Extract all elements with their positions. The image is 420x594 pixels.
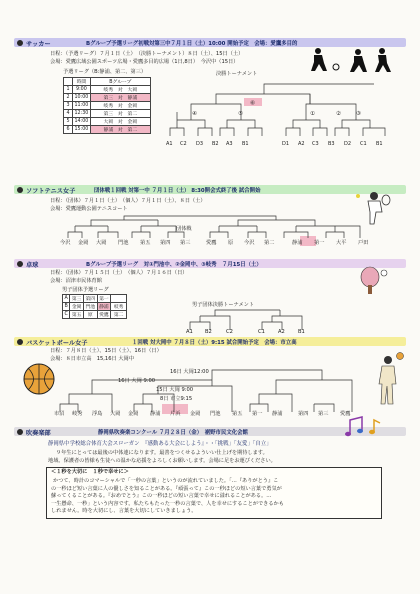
seed-label: A3 bbox=[226, 141, 233, 147]
soccer-schedule: 日程：（予選リーグ）７月１日（土） （決勝トーナメント）８日（土）、15日（土） bbox=[50, 51, 244, 57]
seed-label: A1 bbox=[186, 329, 193, 335]
tt-league-label: 男子団体予選リーグ bbox=[62, 287, 109, 293]
team-label: 第三 bbox=[180, 240, 191, 246]
note-line: 蘇ってくることがある。『おめでとう』この一秒ほどの短い言葉で幸せに溢れることがある。… bbox=[51, 493, 272, 499]
bullet-icon bbox=[17, 40, 23, 46]
note-box bbox=[46, 467, 382, 519]
team-label: 浮島 bbox=[92, 411, 103, 417]
tennis-venue: 会場：愛鷹運動公園テニスコート bbox=[50, 206, 128, 212]
table-row: 1 9:00 岐秀 対 大岡 bbox=[64, 86, 151, 94]
soccer-league-table bbox=[63, 77, 151, 134]
note-line: の一秒ほど短い言葉に人の優しさを知ることがある。『頑張って』この一秒ほどの短い言葉で勇気が bbox=[51, 485, 282, 492]
seed-label: C3 bbox=[312, 141, 319, 147]
tennis-header bbox=[14, 185, 406, 194]
note-line: かつて、時計のコマーシャルで「一秒の言葉」というのが流れていました。「…『ありがとう』こ bbox=[53, 478, 279, 484]
seed-label: C1 bbox=[258, 329, 265, 335]
team-label: 大平 bbox=[336, 240, 347, 246]
tennis-player-icon bbox=[352, 190, 392, 226]
team-label: 静浦 bbox=[150, 411, 161, 417]
seed-label: C1 bbox=[360, 141, 367, 147]
team-label: 今沢 bbox=[244, 240, 255, 246]
band-title: 吹奏楽部 bbox=[26, 430, 51, 437]
seed-label: C2 bbox=[226, 329, 233, 335]
team-label: 第一 bbox=[252, 411, 263, 417]
tt-seed-list bbox=[180, 329, 330, 337]
bracket-num: ① bbox=[310, 111, 315, 117]
round-label: 16日 大岡 9:00 bbox=[118, 378, 156, 384]
table-row: B 金岡 門池 静浦 岐秀 bbox=[63, 303, 127, 311]
slogan-message: ９年生にとっては最後の中体連になります。最善をつくせるよういい仕上げを期待します。 bbox=[56, 450, 268, 456]
team-label: 金岡 bbox=[128, 411, 139, 417]
soccer-headline: Bグループ予選リーグ初戦対第三中７月１日（土）10:00 開始予定 会場：愛鷹多目的 bbox=[86, 41, 298, 47]
bb-schedule: 日程：７月８日（土）、15日（土）、16日（日） bbox=[50, 348, 162, 354]
team-label: 第四 bbox=[160, 240, 171, 246]
team-label: 愛鷹 bbox=[340, 411, 351, 417]
team-label: 大岡 bbox=[110, 411, 121, 417]
seed-label: A2 bbox=[298, 141, 305, 147]
table-row: 5 14:00 大岡 対 金岡 bbox=[64, 118, 151, 126]
tennis-team-list bbox=[60, 240, 380, 248]
basketball-player-icon bbox=[372, 352, 408, 416]
seed-label: D3 bbox=[196, 141, 204, 147]
tt-venue: 会場：沼津市民体育館 bbox=[50, 278, 102, 284]
soccer-league-label: 予選リーグ（B:静浦、第二、第三） bbox=[63, 69, 147, 75]
bb-headline: １回戦 対大岡中 ７月８日（土）9:15 試合開始予定 会場：市立高 bbox=[132, 340, 297, 346]
note-line: 一生懸命、一秒」という内容です。私たちもたった一秒の言葉で、人を幸せにすることができるかも bbox=[51, 500, 284, 507]
music-notes-icon bbox=[340, 414, 390, 440]
team-label: 岐秀 bbox=[72, 411, 83, 417]
round-label: 16日 大岡12:00 bbox=[170, 369, 209, 375]
soccer-title: サッカー bbox=[26, 41, 51, 48]
tennis-title: ソフトテニス女子 bbox=[26, 188, 76, 195]
round-label: 15日 大岡 9:00 bbox=[156, 387, 194, 393]
bb-venue: 会場：８日市立高 15,16日 大岡中 bbox=[50, 356, 134, 362]
seed-label: B2 bbox=[212, 141, 219, 147]
tennis-headline: 団体戦１回戦 対第一中 ７月１日（土） 8:30開会式終了後 試合開始 bbox=[94, 188, 261, 194]
seed-label: A2 bbox=[278, 329, 285, 335]
soccer-venue: 会場：愛鷹広域公園スポーツ広場・愛鷹多目的広場（1日,8日） 今沢中（15日） bbox=[50, 59, 239, 65]
band-headline: 静岡県吹奏楽コンクール ７月２８日（金） 裾野市民文化会館 bbox=[98, 430, 248, 436]
tt-league-table bbox=[62, 294, 127, 319]
bracket-num: ③ bbox=[356, 111, 361, 117]
seed-label: D2 bbox=[344, 141, 352, 147]
bracket-num: ⑥ bbox=[250, 100, 255, 107]
seed-label: B1 bbox=[376, 141, 383, 147]
table-header: 時間 bbox=[73, 78, 91, 86]
basketball-icon bbox=[22, 362, 56, 396]
tennis-schedule: 日程：（団体）７月１日（土） （個人）７月１日（土）、８日（土） bbox=[50, 198, 206, 204]
team-label: 門池 bbox=[210, 411, 221, 417]
bullet-icon bbox=[17, 339, 23, 345]
tt-header bbox=[14, 259, 406, 268]
table-row: 3 11:00 岐秀 対 金岡 bbox=[64, 102, 151, 110]
bullet-icon bbox=[17, 187, 23, 193]
seed-label: B3 bbox=[328, 141, 335, 147]
team-label: 愛鷹 bbox=[206, 240, 217, 246]
tennis-team-label: 団体戦 bbox=[176, 226, 192, 232]
bullet-icon bbox=[17, 429, 23, 435]
team-label: 第三 bbox=[318, 411, 329, 417]
soccer-header bbox=[14, 38, 406, 47]
team-label: 第五 bbox=[232, 411, 243, 417]
seed-label: B1 bbox=[242, 141, 249, 147]
team-label: 第五 bbox=[140, 240, 151, 246]
table-row: 4 12:30 第三 対 第二 bbox=[64, 110, 151, 118]
tennis-bracket bbox=[60, 214, 380, 254]
bb-header bbox=[14, 337, 406, 346]
bracket-num: ⑤ bbox=[238, 111, 243, 117]
table-row: A 第三 第四 第一 bbox=[63, 295, 127, 303]
team-label: 金岡 bbox=[78, 240, 89, 246]
team-label: 門池 bbox=[118, 240, 129, 246]
team-label: 金岡 bbox=[190, 411, 201, 417]
seed-label: C2 bbox=[180, 141, 187, 147]
team-label: 市沼 bbox=[54, 411, 65, 417]
table-row: C 第五 原 愛鷹 第二 bbox=[63, 311, 127, 319]
bracket-num: ④ bbox=[192, 111, 197, 117]
tt-schedule: 日程：（団体）７月１５日（土） （個人）７月１６日（日） bbox=[50, 270, 188, 276]
team-label: 戸田 bbox=[358, 240, 369, 246]
bb-title: バスケットボール女子 bbox=[26, 340, 88, 347]
slogan-line: 静岡県中学校総合体育大会スローガン 『感動ある大会にしよう』・・「挑戦」「友愛」「自立」 bbox=[48, 441, 272, 447]
seed-label: D1 bbox=[282, 141, 290, 147]
note-line: しれません。時を大切にし、言葉を大切にしていきましょう。 bbox=[51, 508, 197, 514]
seed-label: A1 bbox=[166, 141, 173, 147]
table-row: 2 10:00 第三 対 静浦 bbox=[64, 94, 151, 102]
table-row: 6 15:00 静浦 対 第二 bbox=[64, 126, 151, 134]
bb-team-list bbox=[52, 411, 372, 419]
round-label: 8日 市立9:15 bbox=[160, 396, 193, 402]
table-header: Bグループ bbox=[90, 78, 150, 86]
soccer-players-icon bbox=[300, 47, 400, 75]
team-label: 第四 bbox=[298, 411, 309, 417]
team-label: 片浜 bbox=[170, 411, 181, 417]
soccer-bracket bbox=[160, 76, 410, 152]
tt-title: 卓球 bbox=[26, 262, 39, 269]
team-label: 静浦 bbox=[272, 411, 283, 417]
soccer-final-label: 決勝トーナメント bbox=[216, 71, 258, 77]
table-tennis-icon bbox=[356, 265, 394, 295]
team-label: 大岡 bbox=[96, 240, 107, 246]
team-label: 静浦 bbox=[292, 240, 303, 246]
seed-label: B1 bbox=[298, 329, 305, 335]
seed-label: B2 bbox=[205, 329, 212, 335]
team-label: 今沢 bbox=[60, 240, 71, 246]
note-title: ＜１秒を大切に １秒で幸せに＞ bbox=[51, 469, 129, 475]
slogan-message: 地域、保護者の皆様も生徒への温かな応援をよろしくお願いします。会場に足をお運びください。 bbox=[48, 458, 276, 464]
bullet-icon bbox=[17, 261, 23, 267]
team-label: 原 bbox=[228, 240, 234, 246]
team-label: 第二 bbox=[264, 240, 275, 246]
tt-tournament-label: 男子団体決勝トーナメント bbox=[192, 302, 255, 308]
bracket-num: ② bbox=[336, 111, 341, 117]
team-label: 第一 bbox=[314, 240, 325, 246]
tt-headline: Bグループ予選リーグ 対①門池中、②金岡中、③岐秀 ７月15日（土） bbox=[86, 262, 262, 268]
